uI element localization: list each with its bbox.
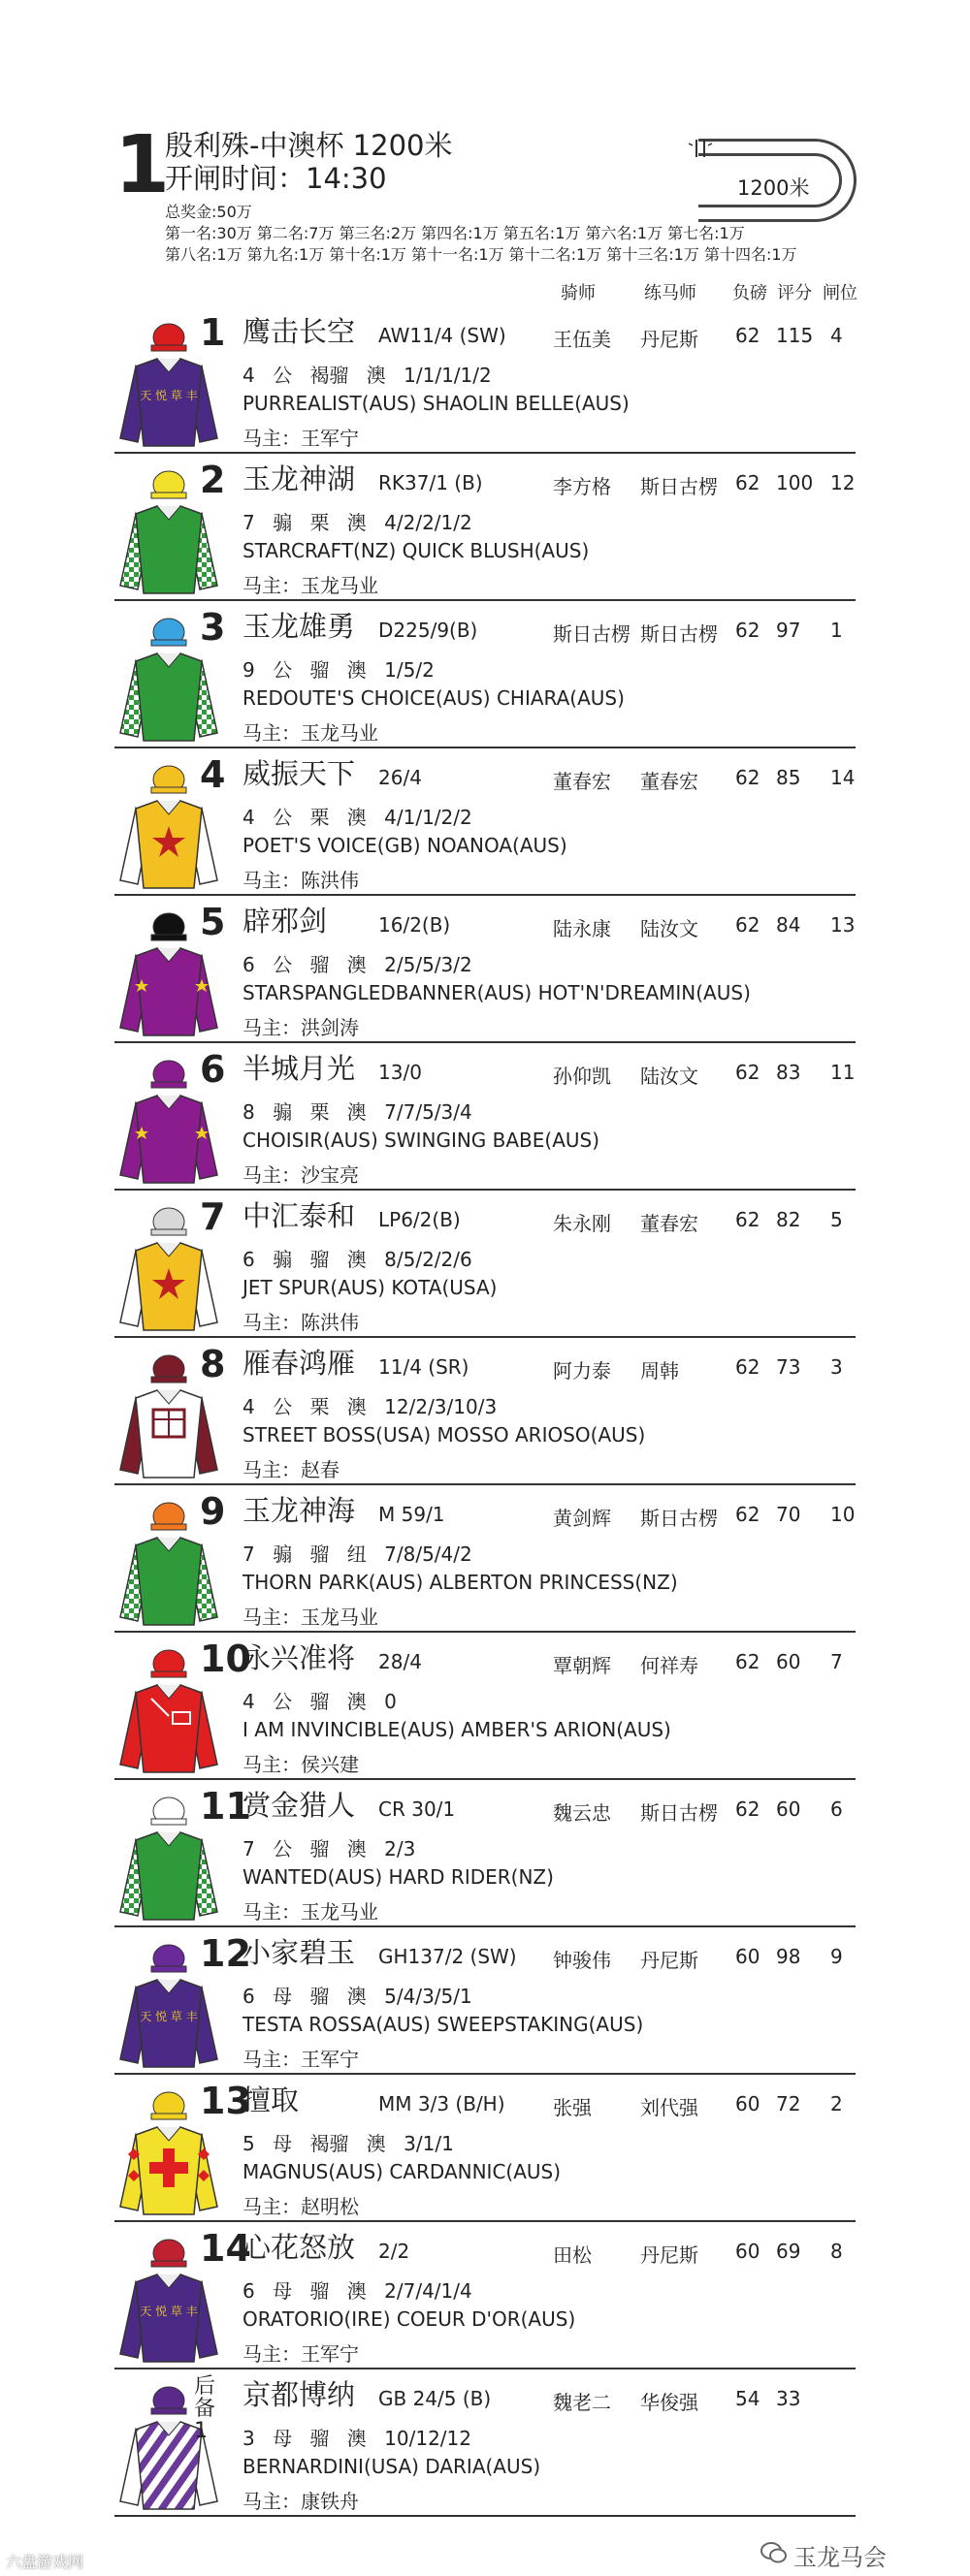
runner-row bbox=[0, 1487, 970, 1635]
row-divider bbox=[114, 747, 856, 748]
runner-row bbox=[0, 1635, 970, 1782]
runner-number: 4 bbox=[200, 753, 226, 796]
runner-number: 10 bbox=[200, 1638, 251, 1680]
watermark-left: 六盘游戏网 bbox=[6, 2553, 84, 2571]
horse-pedigree: PURREALIST(AUS) SHAOLIN BELLE(AUS) bbox=[242, 392, 630, 415]
horse-pedigree: BERNARDINI(USA) DARIA(AUS) bbox=[242, 2455, 541, 2478]
gate-number: 3 bbox=[830, 1355, 843, 1379]
jockey-name: 魏老二 bbox=[553, 2391, 611, 2414]
rating-score: 73 bbox=[776, 1355, 801, 1379]
horse-code: 11/4 (SR) bbox=[378, 1355, 469, 1379]
col-score: 评分 bbox=[777, 283, 812, 303]
horse-info: 7 骟 骝 纽 7/8/5/4/2 bbox=[242, 1542, 472, 1566]
weight-value: 62 bbox=[735, 1503, 760, 1526]
jockey-name: 朱永刚 bbox=[553, 1212, 611, 1235]
runner-number: 8 bbox=[200, 1343, 226, 1385]
weight-value: 62 bbox=[735, 1355, 760, 1379]
jockey-name: 钟骏伟 bbox=[553, 1949, 611, 1972]
horse-name: 永兴准将 bbox=[242, 1641, 356, 1674]
horse-owner: 马主：陈洪伟 bbox=[242, 1311, 359, 1334]
horse-info: 6 公 骝 澳 2/5/5/3/2 bbox=[242, 953, 472, 976]
horse-name: 中汇泰和 bbox=[242, 1199, 356, 1232]
weight-value: 60 bbox=[735, 2240, 760, 2263]
jockey-name: 田松 bbox=[553, 2243, 592, 2267]
horse-code: LP6/2(B) bbox=[378, 1208, 461, 1231]
trainer-name: 丹尼斯 bbox=[640, 1949, 698, 1972]
row-divider bbox=[114, 2368, 856, 2369]
horse-info: 6 母 骝 澳 5/4/3/5/1 bbox=[242, 1985, 472, 2008]
rating-score: 85 bbox=[776, 766, 801, 789]
trainer-name: 华俊强 bbox=[640, 2391, 698, 2414]
weight-value: 60 bbox=[735, 1945, 760, 1968]
horse-name: 赏金猎人 bbox=[242, 1789, 356, 1822]
horse-name: 心花怒放 bbox=[242, 2231, 356, 2264]
horse-code: GB 24/5 (B) bbox=[378, 2387, 492, 2410]
horse-name: 半城月光 bbox=[242, 1052, 356, 1085]
row-divider bbox=[114, 1041, 856, 1043]
horse-code: CR 30/1 bbox=[378, 1797, 456, 1821]
horse-info: 7 公 骝 澳 2/3 bbox=[242, 1837, 416, 1860]
rating-score: 69 bbox=[776, 2240, 801, 2263]
rating-score: 70 bbox=[776, 1503, 801, 1526]
row-divider bbox=[114, 2220, 856, 2222]
runner-row bbox=[0, 308, 970, 456]
track-distance-label: 1200米 bbox=[737, 176, 810, 200]
horse-pedigree: JET SPUR(AUS) KOTA(USA) bbox=[242, 1276, 498, 1299]
horse-name: 擅取 bbox=[242, 2083, 300, 2116]
weight-value: 62 bbox=[735, 913, 760, 937]
gate-number: 14 bbox=[830, 766, 856, 789]
runner-number: 6 bbox=[200, 1048, 226, 1091]
horse-name: 京都博纳 bbox=[242, 2378, 356, 2411]
horse-code: D225/9(B) bbox=[378, 619, 478, 642]
trainer-name: 董春宏 bbox=[640, 770, 698, 793]
race-title: 殷利殊-中澳杯 1200米 bbox=[165, 129, 453, 162]
gate-number: 13 bbox=[830, 913, 856, 937]
horse-name: 辟邪剑 bbox=[242, 905, 328, 938]
horse-code: 16/2(B) bbox=[378, 913, 451, 937]
horse-info: 8 骟 栗 澳 7/7/5/3/4 bbox=[242, 1100, 472, 1124]
jockey-name: 孙仰凯 bbox=[553, 1065, 611, 1088]
horse-code: M 59/1 bbox=[378, 1503, 445, 1526]
trainer-name: 陆汝文 bbox=[640, 917, 698, 940]
trainer-name: 刘代强 bbox=[640, 2096, 698, 2119]
runner-row bbox=[0, 898, 970, 1045]
rating-score: 97 bbox=[776, 619, 801, 642]
gate-number: 7 bbox=[830, 1650, 843, 1673]
row-divider bbox=[114, 1189, 856, 1191]
horse-owner: 马主：侯兴建 bbox=[242, 1753, 359, 1776]
jockey-name: 斯日古楞 bbox=[553, 622, 630, 646]
horse-info: 4 公 栗 澳 12/2/3/10/3 bbox=[242, 1395, 498, 1418]
prize-list-line-1: 第一名:30万 第二名:7万 第三名:2万 第四名:1万 第五名:1万 第六名:1万 第七名:1万 bbox=[165, 224, 745, 242]
horse-info: 4 公 栗 澳 4/1/1/2/2 bbox=[242, 806, 472, 829]
col-jockey: 骑师 bbox=[561, 283, 596, 303]
horse-owner: 马主：洪剑涛 bbox=[242, 1016, 359, 1039]
horse-owner: 马主：王军宁 bbox=[242, 2048, 359, 2071]
runner-number: 11 bbox=[200, 1785, 251, 1828]
wechat-icon bbox=[760, 2540, 788, 2565]
jockey-name: 董春宏 bbox=[553, 770, 611, 793]
horse-info: 5 母 褐骝 澳 3/1/1 bbox=[242, 2132, 454, 2155]
runner-row bbox=[0, 2077, 970, 2224]
gate-number: 8 bbox=[830, 2240, 843, 2263]
trainer-name: 周韩 bbox=[640, 1359, 679, 1383]
horse-name: 玉龙神海 bbox=[242, 1494, 356, 1527]
col-weight: 负磅 bbox=[732, 283, 767, 303]
horse-info: 9 公 骝 澳 1/5/2 bbox=[242, 658, 435, 682]
horse-info: 6 母 骝 澳 2/7/4/1/4 bbox=[242, 2279, 472, 2303]
runner-row bbox=[0, 2371, 970, 2519]
row-divider bbox=[114, 2515, 856, 2517]
weight-value: 60 bbox=[735, 2092, 760, 2115]
horse-pedigree: ORATORIO(IRE) COEUR D'OR(AUS) bbox=[242, 2307, 576, 2331]
weight-value: 62 bbox=[735, 324, 760, 347]
trainer-name: 何祥寿 bbox=[640, 1654, 698, 1677]
col-trainer: 练马师 bbox=[644, 283, 696, 303]
horse-code: RK37/1 (B) bbox=[378, 471, 483, 494]
horse-name: 玉龙神湖 bbox=[242, 462, 356, 495]
runner-row bbox=[0, 603, 970, 750]
weight-value: 62 bbox=[735, 766, 760, 789]
weight-value: 62 bbox=[735, 1797, 760, 1821]
gate-number: 9 bbox=[830, 1945, 843, 1968]
runner-number: 2 bbox=[200, 459, 226, 501]
rating-score: 33 bbox=[776, 2387, 801, 2410]
trainer-name: 斯日古楞 bbox=[640, 475, 718, 498]
horse-pedigree: STREET BOSS(USA) MOSSO ARIOSO(AUS) bbox=[242, 1423, 646, 1447]
gate-number: 11 bbox=[830, 1061, 856, 1084]
weight-value: 62 bbox=[735, 1650, 760, 1673]
horse-info: 3 母 骝 澳 10/12/12 bbox=[242, 2427, 471, 2450]
reserve-tag: 后备1 bbox=[194, 2374, 216, 2444]
jockey-name: 魏云忠 bbox=[553, 1801, 611, 1825]
row-divider bbox=[114, 1336, 856, 1338]
runner-number: 1 bbox=[200, 311, 226, 354]
jockey-name: 黄剑辉 bbox=[553, 1507, 611, 1530]
horse-owner: 马主：赵明松 bbox=[242, 2195, 359, 2218]
horse-name: 雁春鸿雁 bbox=[242, 1347, 356, 1380]
trainer-name: 斯日古楞 bbox=[640, 1801, 718, 1825]
race-number: 1 bbox=[114, 119, 171, 211]
rating-score: 115 bbox=[776, 324, 814, 347]
race-header bbox=[0, 0, 970, 301]
runner-row bbox=[0, 456, 970, 603]
gate-number: 10 bbox=[830, 1503, 856, 1526]
horse-info: 4 公 骝 澳 0 bbox=[242, 1690, 397, 1713]
horse-pedigree: MAGNUS(AUS) CARDANNIC(AUS) bbox=[242, 2160, 562, 2183]
runner-number: 12 bbox=[200, 1932, 251, 1975]
horse-name: 玉龙雄勇 bbox=[242, 610, 356, 643]
runner-row bbox=[0, 1782, 970, 1929]
horse-pedigree: I AM INVINCIBLE(AUS) AMBER'S ARION(AUS) bbox=[242, 1718, 671, 1741]
runner-row bbox=[0, 1340, 970, 1487]
rating-score: 83 bbox=[776, 1061, 801, 1084]
gate-number: 6 bbox=[830, 1797, 843, 1821]
row-divider bbox=[114, 1925, 856, 1927]
gate-number: 5 bbox=[830, 1208, 843, 1231]
horse-owner: 马主：王军宁 bbox=[242, 427, 359, 450]
trainer-name: 丹尼斯 bbox=[640, 328, 698, 351]
horse-owner: 马主：沙宝亮 bbox=[242, 1163, 359, 1187]
row-divider bbox=[114, 2073, 856, 2075]
gate-number: 1 bbox=[830, 619, 843, 642]
weight-value: 62 bbox=[735, 1061, 760, 1084]
weight-value: 62 bbox=[735, 619, 760, 642]
horse-pedigree: THORN PARK(AUS) ALBERTON PRINCESS(NZ) bbox=[242, 1571, 678, 1594]
horse-code: 13/0 bbox=[378, 1061, 422, 1084]
jockey-name: 张强 bbox=[553, 2096, 592, 2119]
rating-score: 60 bbox=[776, 1650, 801, 1673]
rating-score: 60 bbox=[776, 1797, 801, 1821]
horse-pedigree: POET'S VOICE(GB) NOANOA(AUS) bbox=[242, 834, 567, 857]
race-start-time: 开闸时间：14:30 bbox=[165, 162, 387, 195]
trainer-name: 斯日古楞 bbox=[640, 1507, 718, 1530]
horse-info: 6 骟 骝 澳 8/5/2/2/6 bbox=[242, 1248, 472, 1271]
horse-name: 鹰击长空 bbox=[242, 315, 356, 348]
jockey-name: 阿力泰 bbox=[553, 1359, 611, 1383]
horse-name: 威振天下 bbox=[242, 757, 356, 790]
row-divider bbox=[114, 894, 856, 896]
row-divider bbox=[114, 1631, 856, 1633]
horse-name: 小家碧玉 bbox=[242, 1936, 356, 1969]
rating-score: 82 bbox=[776, 1208, 801, 1231]
horse-pedigree: REDOUTE'S CHOICE(AUS) CHIARA(AUS) bbox=[242, 686, 625, 710]
trainer-name: 丹尼斯 bbox=[640, 2243, 698, 2267]
horse-code: MM 3/3 (B/H) bbox=[378, 2092, 505, 2115]
horse-owner: 马主：玉龙马业 bbox=[242, 574, 378, 597]
horse-owner: 马主：玉龙马业 bbox=[242, 721, 378, 745]
gate-number: 4 bbox=[830, 324, 843, 347]
weight-value: 54 bbox=[735, 2387, 760, 2410]
rating-score: 100 bbox=[776, 471, 814, 494]
col-gate: 闸位 bbox=[823, 283, 857, 303]
race-purse: 总奖金:50万 bbox=[165, 203, 252, 221]
prize-list-line-2: 第八名:1万 第九名:1万 第十名:1万 第十一名:1万 第十二名:1万 第十三名:1万 第十四名:1万 bbox=[165, 245, 797, 264]
jockey-name: 覃朝辉 bbox=[553, 1654, 611, 1677]
trainer-name: 董春宏 bbox=[640, 1212, 698, 1235]
horse-owner: 马主：玉龙马业 bbox=[242, 1900, 378, 1924]
rating-score: 98 bbox=[776, 1945, 801, 1968]
horse-pedigree: STARSPANGLEDBANNER(AUS) HOT'N'DREAMIN(AUS) bbox=[242, 981, 751, 1004]
row-divider bbox=[114, 452, 856, 454]
horse-owner: 马主：王军宁 bbox=[242, 2342, 359, 2366]
horse-code: AW11/4 (SW) bbox=[378, 324, 506, 347]
horse-pedigree: STARCRAFT(NZ) QUICK BLUSH(AUS) bbox=[242, 539, 590, 562]
horse-owner: 马主：陈洪伟 bbox=[242, 869, 359, 892]
runner-row bbox=[0, 750, 970, 898]
horse-owner: 马主：玉龙马业 bbox=[242, 1606, 378, 1629]
horse-owner: 马主：康铁舟 bbox=[242, 2490, 359, 2513]
column-headers bbox=[0, 279, 970, 306]
trainer-name: 斯日古楞 bbox=[640, 622, 718, 646]
row-divider bbox=[114, 599, 856, 601]
horse-pedigree: TESTA ROSSA(AUS) SWEEPSTAKING(AUS) bbox=[242, 2013, 644, 2036]
svg-text:天 悦 草 丰: 天 悦 草 丰 bbox=[140, 2010, 198, 2023]
svg-text:天 悦 草 丰: 天 悦 草 丰 bbox=[140, 2305, 198, 2318]
runner-number: 14 bbox=[200, 2227, 251, 2270]
runner-number: 7 bbox=[200, 1195, 226, 1238]
horse-info: 4 公 褐骝 澳 1/1/1/1/2 bbox=[242, 364, 492, 387]
gate-number: 2 bbox=[830, 2092, 843, 2115]
horse-code: 2/2 bbox=[378, 2240, 410, 2263]
runner-number: 9 bbox=[200, 1490, 226, 1533]
rating-score: 84 bbox=[776, 913, 801, 937]
runner-row bbox=[0, 1045, 970, 1193]
row-divider bbox=[114, 1483, 856, 1485]
horse-code: GH137/2 (SW) bbox=[378, 1945, 517, 1968]
horse-info: 7 骟 栗 澳 4/2/2/1/2 bbox=[242, 511, 472, 534]
jockey-name: 王伍美 bbox=[553, 328, 611, 351]
trainer-name: 陆汝文 bbox=[640, 1065, 698, 1088]
runner-number: 3 bbox=[200, 606, 226, 649]
jockey-name: 陆永康 bbox=[553, 917, 611, 940]
horse-pedigree: CHOISIR(AUS) SWINGING BABE(AUS) bbox=[242, 1129, 600, 1152]
gate-number: 12 bbox=[830, 471, 856, 494]
rating-score: 72 bbox=[776, 2092, 801, 2115]
jockey-name: 李方格 bbox=[553, 475, 611, 498]
runner-row bbox=[0, 1929, 970, 2077]
footer bbox=[0, 2532, 970, 2576]
runner-row bbox=[0, 1193, 970, 1340]
svg-text:天 悦 草 丰: 天 悦 草 丰 bbox=[140, 389, 198, 402]
horse-code: 28/4 bbox=[378, 1650, 422, 1673]
horse-pedigree: WANTED(AUS) HARD RIDER(NZ) bbox=[242, 1865, 554, 1889]
watermark-right: 玉龙马会 bbox=[793, 2544, 887, 2571]
horse-code: 26/4 bbox=[378, 766, 422, 789]
horse-owner: 马主：赵春 bbox=[242, 1458, 340, 1481]
runner-number: 13 bbox=[200, 2080, 251, 2122]
weight-value: 62 bbox=[735, 1208, 760, 1231]
runner-number: 5 bbox=[200, 901, 226, 943]
weight-value: 62 bbox=[735, 471, 760, 494]
runner-row bbox=[0, 2224, 970, 2371]
row-divider bbox=[114, 1778, 856, 1780]
